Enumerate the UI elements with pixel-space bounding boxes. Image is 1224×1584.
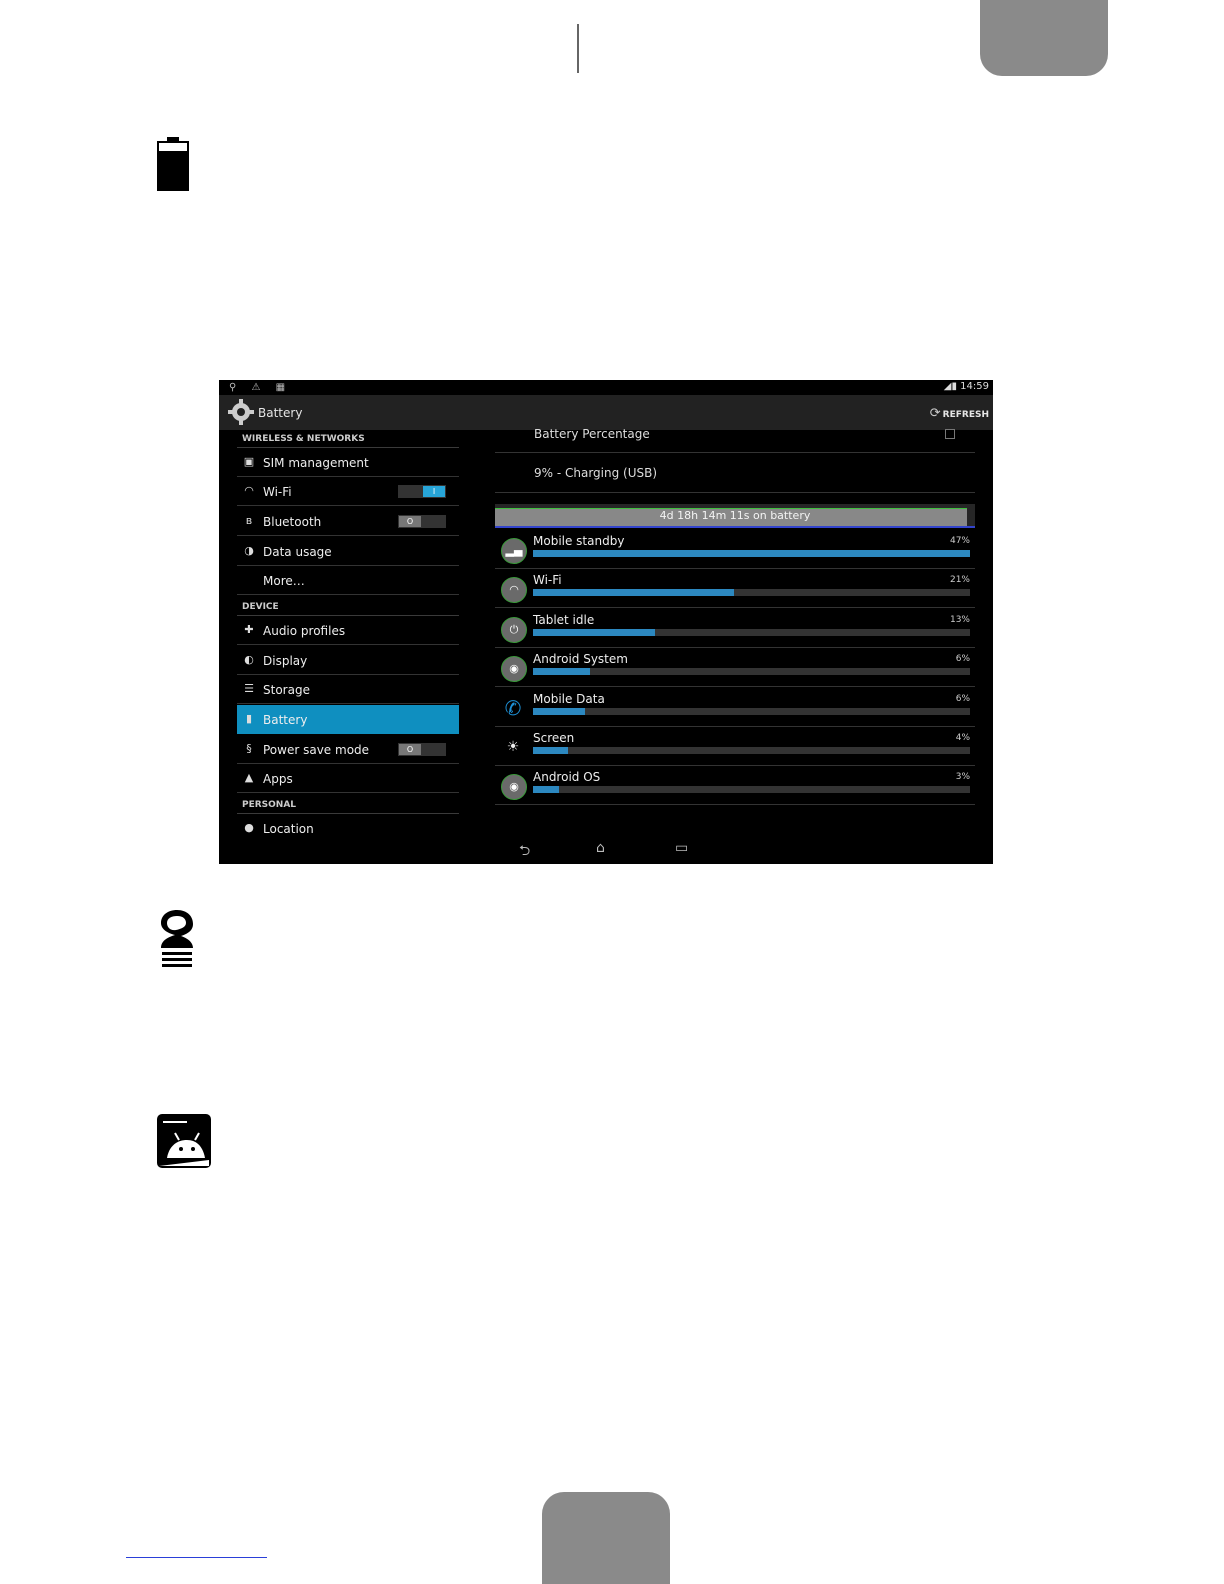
data-usage-icon: ◑	[244, 544, 254, 557]
category-personal: PERSONAL	[242, 800, 297, 810]
usage-bar	[533, 629, 655, 636]
corner-tab	[980, 0, 1108, 76]
battery-percentage-row[interactable]: Battery Percentage	[495, 427, 975, 449]
android-os-icon: ◉	[501, 774, 527, 800]
battery-time-label: 4d 18h 14m 11s on battery	[659, 509, 811, 522]
usage-bar	[533, 589, 734, 596]
android-settings-screenshot	[219, 380, 993, 864]
power-icon: ⏻	[501, 617, 527, 643]
status-bar	[219, 380, 993, 395]
sidebar-item-more[interactable]: More…	[237, 566, 459, 595]
sidebar-item-apps[interactable]: ▲ Apps	[237, 764, 459, 793]
battery-small-icon: ▮	[245, 712, 253, 725]
battery-percentage-checkbox[interactable]	[945, 429, 955, 439]
wifi-icon: ◠	[244, 484, 254, 497]
back-button[interactable]: ⮌	[519, 843, 531, 859]
category-wireless: WIRELESS & NETWORKS	[242, 434, 365, 444]
sidebar-item-battery[interactable]: ▮ Battery	[237, 705, 459, 734]
signal-icon: ▂▄	[501, 538, 527, 564]
usage-row[interactable]: ◠ Wi-Fi 21%	[495, 569, 975, 608]
usage-bar	[533, 708, 585, 715]
sidebar-item-bluetooth[interactable]: ʙ Bluetooth O	[237, 507, 459, 536]
brightness-icon: ☀	[506, 739, 520, 755]
status-notification-icons: ⚲ ⚠ ▦	[229, 382, 292, 393]
usage-row[interactable]: ⏻ Tablet idle 13%	[495, 609, 975, 648]
bluetooth-toggle[interactable]: O	[398, 515, 446, 528]
storage-icon: ☰	[244, 682, 254, 695]
battery-history-graph[interactable]	[495, 504, 975, 528]
usage-row[interactable]: ▂▄ Mobile standby 47%	[495, 530, 975, 569]
recents-button[interactable]: ▭	[675, 840, 689, 856]
usage-row[interactable]: ✆ Mobile Data 6%	[495, 688, 975, 727]
usage-row[interactable]: ☀ Screen 4%	[495, 727, 975, 766]
refresh-button[interactable]: ⟳ REFRESH	[929, 406, 989, 421]
sidebar-item-data-usage[interactable]: ◑ Data usage	[237, 537, 459, 566]
sidebar-item-sim[interactable]: ▣ SIM management	[237, 448, 459, 477]
sim-icon: ▣	[243, 455, 255, 468]
apps-icon: ▲	[244, 771, 254, 784]
android-apps-icon	[157, 1114, 211, 1173]
usage-row[interactable]: ◉ Android OS 3%	[495, 766, 975, 805]
usage-bar	[533, 668, 590, 675]
action-bar	[219, 395, 993, 430]
page-number-tab	[542, 1492, 670, 1584]
power-save-toggle[interactable]: O	[398, 743, 446, 756]
navigation-bar	[219, 830, 993, 864]
bluetooth-icon: ʙ	[245, 514, 253, 527]
audio-profiles-icon: ✚	[244, 623, 254, 636]
footnote-rule	[126, 1557, 267, 1558]
wifi-icon: ◠	[501, 577, 527, 603]
battery-panel: Battery Percentage 9% - Charging (USB) 4d 18h 14m 11s on battery ▂▄ Mobile standby 47% ◠ Wi-Fi 21% ⏻ Tablet idle 13% ◉ Android System 6% ✆ Mobile Data 6% ☀ Screen 4% ◉ Android OS 3%	[495, 430, 975, 830]
battery-icon	[157, 137, 189, 196]
sidebar-item-display[interactable]: ◐ Display	[237, 646, 459, 675]
settings-sidebar	[237, 430, 459, 836]
usage-bar	[533, 747, 568, 754]
location-icon: ●	[244, 821, 254, 834]
usage-bar	[533, 786, 559, 793]
android-system-icon: ◉	[501, 656, 527, 682]
sidebar-item-location[interactable]: ● Location	[244, 821, 314, 836]
usage-bar	[533, 550, 970, 557]
phone-icon: ✆	[504, 696, 522, 720]
power-save-small-icon: §	[246, 742, 252, 755]
sidebar-item-audio-profiles[interactable]: ✚ Audio profiles	[237, 616, 459, 645]
power-save-icon	[157, 907, 197, 976]
header-divider	[577, 24, 579, 73]
display-icon: ◐	[244, 653, 254, 666]
refresh-icon: ⟳	[929, 406, 941, 421]
sidebar-item-wifi[interactable]: ◠ Wi-Fi I	[237, 477, 459, 506]
usage-row[interactable]: ◉ Android System 6%	[495, 648, 975, 687]
sidebar-item-power-save[interactable]: § Power save mode O	[237, 735, 459, 764]
sidebar-item-storage[interactable]: ☰ Storage	[237, 675, 459, 704]
action-bar-title: Battery	[258, 406, 303, 420]
status-clock: ◢▮ 14:59	[943, 381, 989, 392]
category-device: DEVICE	[242, 602, 279, 612]
settings-gear-icon[interactable]	[228, 399, 254, 425]
wifi-toggle[interactable]: I	[398, 485, 446, 498]
home-button[interactable]: ⌂	[596, 840, 605, 856]
